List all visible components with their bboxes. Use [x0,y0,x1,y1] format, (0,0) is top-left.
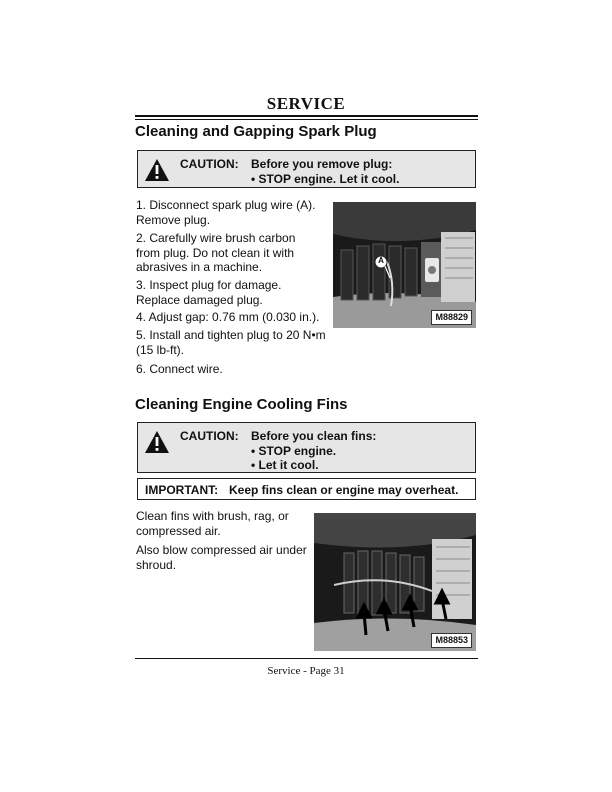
caution-line: • STOP engine. [251,443,337,458]
cooling-fins-photo [314,513,476,651]
photo-code-label: M88853 [431,633,472,648]
warning-triangle-icon [144,158,170,182]
page-header-title: SERVICE [266,94,346,113]
caution-line: Before you remove plug: [251,157,393,171]
step-line: 1. Disconnect spark plug wire (A). [136,198,316,212]
step-line: 4. Adjust gap: 0.76 mm (0.030 in.). [136,310,320,324]
footer-rule [135,658,478,659]
caution-label: CAUTION: [180,157,239,171]
caution-line: • STOP engine. Let it cool. [251,171,400,186]
caution-box-cooling-fins [137,422,476,473]
step-line: from plug. Do not clean it with [136,245,295,260]
step-line: (15 lb-ft). [136,342,185,357]
caution-line: • Let it cool. [251,458,319,472]
caution-text [251,157,399,186]
step-line: 6. Connect wire. [136,362,223,376]
important-label: IMPORTANT: [145,483,219,497]
important-notice [137,478,476,500]
step-line: Remove plug. [136,212,211,227]
paragraph-line: compressed air. [136,523,221,538]
step-2 [136,231,336,275]
paragraph-line: shroud. [136,557,177,572]
caution-label: CAUTION: [180,429,239,443]
paragraph-clean-fins [136,509,316,538]
warning-triangle-icon [144,430,170,454]
header-rule-thick [135,115,478,117]
caution-box-spark-plug [137,150,476,188]
section-heading-cooling-fins: Cleaning Engine Cooling Fins [135,396,348,413]
engine-fins-illustration [314,513,476,651]
caution-text [251,429,376,473]
spark-plug-photo [333,202,476,328]
footer-page-label: Service - Page 31 [267,665,345,677]
step-3 [136,278,336,307]
step-line: 3. Inspect plug for damage. [136,278,282,292]
step-5 [136,328,341,357]
step-1 [136,198,336,227]
callout-label-a: A [378,256,384,265]
important-text: Keep fins clean or engine may overheat. [229,483,459,497]
paragraph-line: Also blow compressed air under [136,543,307,557]
step-line: abrasives in a machine. [136,260,263,274]
step-6 [136,362,336,377]
section-heading-spark-plug: Cleaning and Gapping Spark Plug [135,123,377,140]
caution-line: Before you clean fins: [251,429,377,443]
header-rule-thin [135,119,478,120]
step-line: Replace damaged plug. [136,292,263,307]
photo-code-label: M88829 [431,310,472,325]
paragraph-line: Clean fins with brush, rag, or [136,509,289,523]
step-line: 5. Install and tighten plug to 20 N•m [136,328,326,342]
step-4 [136,310,336,325]
step-line: 2. Carefully wire brush carbon [136,231,296,245]
paragraph-blow-air [136,543,316,572]
